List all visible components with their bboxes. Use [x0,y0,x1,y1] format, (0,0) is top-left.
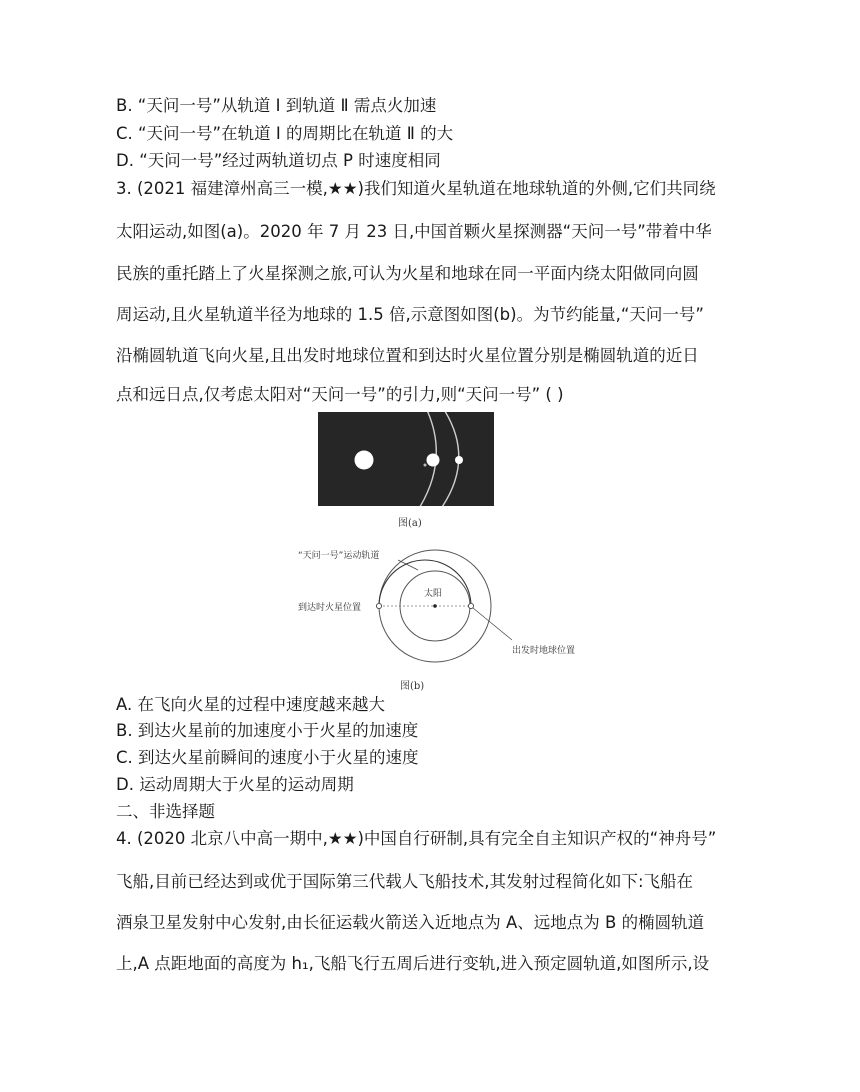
label-sun: 太阳 [424,589,443,599]
section-title: 二、非选择题 [116,802,215,821]
q3-line-2: 太阳运动,如图(a)。2020 年 7 月 23 日,中国首颗火星探测器“天问一号”带着中华 [116,222,712,241]
q2-option-b: B. “天问一号”从轨道 Ⅰ 到轨道 Ⅱ 需点火加速 [116,96,437,115]
q2-option-d: D. “天问一号”经过两轨道切点 P 时速度相同 [116,151,441,170]
q3-line-5: 沿椭圆轨道飞向火星,且出发时地球位置和到达时火星位置分别是椭圆轨道的近日 [116,346,699,365]
sun-point [433,604,437,608]
transfer-ellipse-arc [379,560,471,606]
q4-line-4: 上,A 点距地面的高度为 h₁,飞船飞行五周后进行变轨,进入预定圆轨道,如图所示,设 [116,954,710,973]
figure-a-image [318,412,494,506]
mars-dot [455,456,463,464]
label-mars-arrival: 到达时火星位置 [298,603,362,613]
figure-b-diagram [290,540,580,690]
earth-departure-point [468,603,473,608]
leader-earth-departure [473,608,512,640]
earth-dot [427,454,440,467]
q4-line-3: 酒泉卫星发射中心发射,由长征运载火箭送入近地点为 A、远地点为 B 的椭圆轨道 [116,913,705,932]
q3-option-c: C. 到达火星前瞬间的速度小于火星的速度 [116,748,419,767]
q3-option-a: A. 在飞向火星的过程中速度越来越大 [116,695,385,714]
q4-line-1: 4. (2020 北京八中高一期中,★★)中国自行研制,具有完全自主知识产权的“神舟号” [116,829,717,848]
q2-option-c: C. “天问一号”在轨道 Ⅰ 的周期比在轨道 Ⅱ 的大 [116,124,454,143]
q3-option-d: D. 运动周期大于火星的运动周期 [116,775,354,794]
q3-line-1: 3. (2021 福建漳州高三一模,★★)我们知道火星轨道在地球轨道的外侧,它们共同绕 [116,179,716,198]
moon-dot [424,464,427,467]
label-earth-departure: 出发时地球位置 [512,646,576,656]
q3-line-3: 民族的重托踏上了火星探测之旅,可认为火星和地球在同一平面内绕太阳做同向圆 [116,264,699,283]
q3-option-b: B. 到达火星前的加速度小于火星的加速度 [116,721,419,740]
figure-a-drawing [318,412,494,506]
label-tianwen-orbit: “天问一号”运动轨道 [298,551,380,561]
q3-line-4: 周运动,且火星轨道半径为地球的 1.5 倍,示意图如图(b)。为节约能量,“天问一号” [116,305,704,324]
q3-line-6: 点和远日点,仅考虑太阳对“天问一号”的引力,则“天问一号” ( ) [116,385,564,404]
sun-disc [355,451,374,470]
mars-arrival-point [376,603,381,608]
q4-line-2: 飞船,目前已经达到或优于国际第三代载人飞船技术,其发射过程简化如下:飞船在 [116,872,694,891]
figure-a-caption: 图(a) [398,518,422,529]
figure-b-caption: 图(b) [400,681,425,692]
